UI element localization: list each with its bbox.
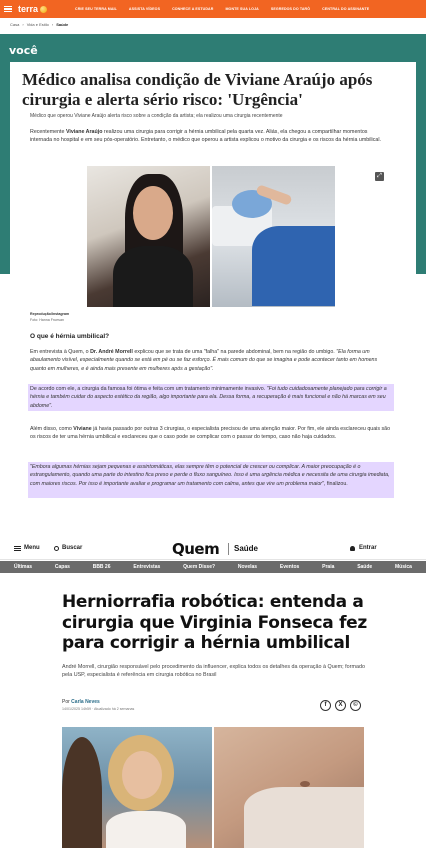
article-image[interactable] [62,727,364,848]
search-button[interactable]: Buscar [54,545,82,551]
image-viviane-hospital [87,166,210,307]
breadcrumb-item[interactable]: Saúde [56,22,69,27]
section-heading: O que é hérnia umbilical? [30,333,110,340]
article-paragraph: De acordo com ele, a cirurgia da famosa foi ótima e feita com um tratamento minimamente invasivo. "Foi tudo cuidadosamente planejado para corrigir a hérnia e também cuidar do aspecto estético da região, algo importante para ela. Dessa forma, a recuperação é mais funcional e não há marcas em seu abdome". [30,386,387,409]
author-line: Por Carla Neves [62,699,100,705]
nav-item[interactable]: Capas [54,564,70,570]
terra-logo[interactable] [18,4,47,14]
terra-nav-item[interactable]: CENTRAL DO ASSINANTE [322,7,370,11]
terra-nav-item[interactable]: CONHECE A ESTUDAR [172,7,214,11]
nav-item[interactable]: Entrevistas [133,564,161,570]
quem-nav [0,561,426,573]
hamburger-menu-icon[interactable] [4,6,12,12]
article-paragraph: Além disso, como Viviane já havia passado por outras 3 cirurgias, o especialista precisou de uma atenção maior. Por fim, ele ainda esclareceu quais são os riscos de ter uma hérnia umbilical e esclareceu que o caso pode se complicar com o passar do tempo, caso não haja cuidados. [30,426,391,441]
image-virginia [62,727,212,848]
whatsapp-icon[interactable]: © [350,700,361,711]
article-paragraph: Recentemente Viviane Araújo realizou uma cirurgia para corrigir a hérnia umbilical pela quarta vez. Aliás, ela chegou a compartilhar momentos internada no hospital e em seu pós-operatório. Entretanto, o médico que operou a artista explicou o motivo da cirurgia e os riscos da hérnia umbilical. [30,129,381,144]
divider [228,543,229,555]
nav-item[interactable]: Eventos [279,564,300,570]
terra-nav-item[interactable]: MONTE SUA LOJA [225,7,259,11]
image-viviane-bed [212,166,335,307]
nav-item[interactable]: Praia [322,564,335,570]
expand-icon[interactable]: ⤢ [375,172,384,181]
terra-top-bar [0,0,426,18]
article-subtitle: André Morrell, cirurgião responsável pelo procedimento da influencer, explica todos os detalhes da operação à Quem; formado pela USP, especialista é referência em cirurgia robótica no Brasil [62,664,365,678]
photo-caption: Foto: Hanna Fruesan [30,318,64,322]
facebook-icon[interactable]: f [320,700,331,711]
search-icon [54,546,59,551]
terra-nav [75,7,369,11]
breadcrumb: Casa › Vida e Estilo › Saúde [10,22,69,27]
article-paragraph: "Embora algumas hérnias sejam pequenas e assintomáticas, elas sempre têm o potencial de crescer ou complicar. A maior preocupação é o estrangulamento, quando uma parte do intestino fica preso e perde o fluxo sanguíneo. Isso é uma urgência médica e necessita de uma cirurgia imediata, com maiores riscos. Por isso é importante avaliar e programar um tratamento com calma, antes que vire um problema maior", finalizou. [30,464,390,487]
author-link[interactable]: Carla Neves [71,699,100,705]
nav-item[interactable]: Música [395,564,412,570]
article-image[interactable] [87,166,335,307]
photo-credit: Reprodução/Instagram [30,312,70,316]
quem-logo[interactable]: Quem [172,540,220,558]
article-subtitle: Médico que operou Viviane Araújo alerta risco sobre a condição da artista; ela realizou uma cirurgia recentemente [30,113,283,119]
user-icon [350,546,355,551]
nav-item[interactable]: Últimas [14,564,33,570]
article-date: 14/01/2025 14h59 · Atualizado há 2 semanas [62,707,135,711]
nav-item[interactable]: Novelas [237,564,258,570]
terra-nav-item[interactable]: SEGREDOS DO TARÔ [270,7,311,11]
image-abdomen [214,727,364,848]
terra-logo-text: terra [18,4,39,14]
section-label[interactable]: Saúde [234,544,259,553]
article-paragraph: Em entrevista à Quem, o Dr. André Morrell explicou que se trata de uma "falha" na parede abdominal, bem na região do umbigo. "Ela forma um abaulamento visível, especialmente quando se está em pé ou se faz esforço. É mais comum do que se imagina e pode acontecer tanto em homens quanto em mulheres, e é ainda mais presente em mulheres após a gestação". [30,349,378,372]
menu-button[interactable]: Menu [14,545,40,551]
breadcrumb-item[interactable]: Casa [10,22,20,27]
login-button[interactable]: Entrar [350,545,377,551]
terra-nav-item[interactable]: ASSISTA VÍDEOS [128,7,161,11]
page-title: Médico analisa condição de Viviane Araújo após cirurgia e alerta sério risco: 'Urgência' [22,70,373,109]
voce-logo[interactable]: você [9,44,38,57]
terra-logo-icon [40,6,47,13]
x-icon[interactable]: X [335,700,346,711]
breadcrumb-item[interactable]: Vida e Estilo [26,22,49,27]
share-buttons [320,700,361,711]
nav-item[interactable]: Saúde [357,564,373,570]
article-title: Herniorrafia robótica: entenda a cirurgia que Virginia Fonseca fez para corrigir a hérnia umbilical [62,592,368,653]
nav-item[interactable]: Quem Disse? [183,564,216,570]
nav-item[interactable]: BBB 26 [92,564,111,570]
hamburger-menu-icon [14,546,21,551]
terra-nav-item[interactable]: CRIE SEU TERRA MAIL [75,7,117,11]
